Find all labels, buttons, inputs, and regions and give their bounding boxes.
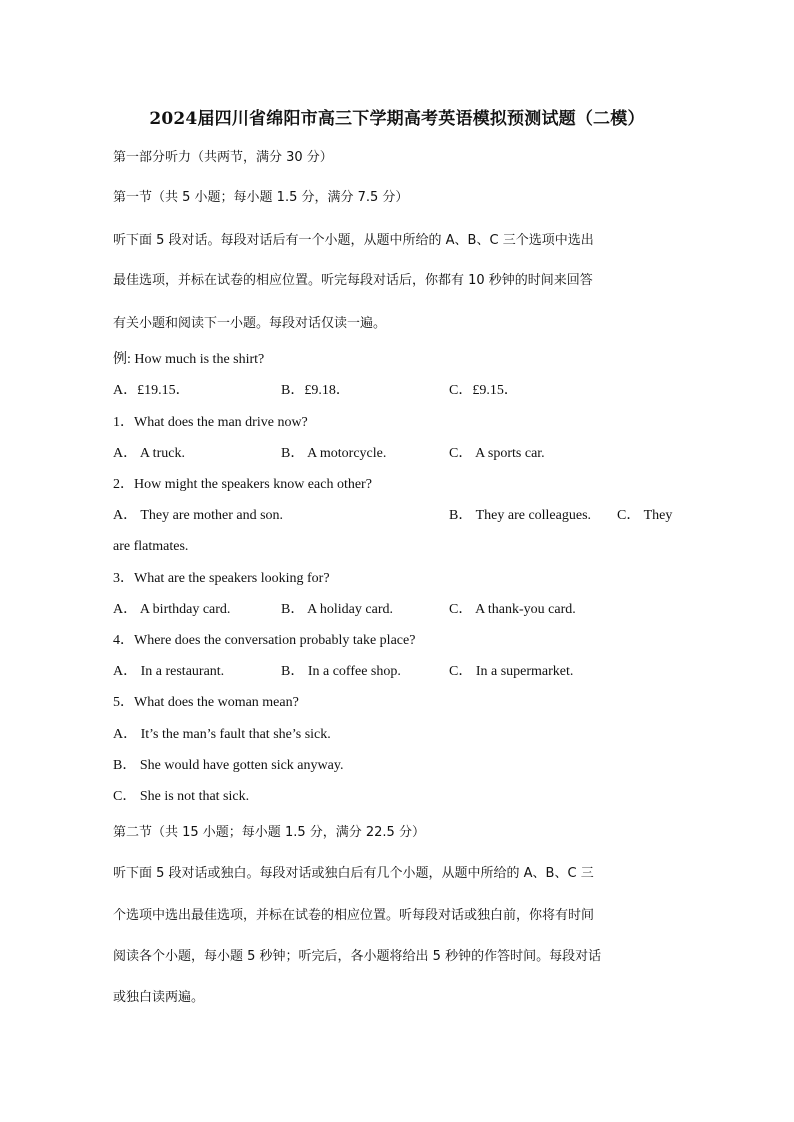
question-text: 4．Where does the conversation probably take place? (113, 633, 416, 648)
option-c: C． A sports car. (449, 446, 545, 461)
option-b: B． A holiday card. (281, 602, 393, 617)
section-heading: 第二节（共 15 小题；每小题 1.5 分，满分 22.5 分） (113, 825, 425, 840)
option-a: A． They are mother and son. (113, 508, 284, 523)
example-option-c: C．£9.15． (449, 383, 518, 398)
option-c: C． In a supermarket. (449, 664, 574, 679)
instruction-line: 阅读各个小题，每小题 5 秒钟；听完后，各小题将给出 5 秒钟的作答时间。每段对话 (113, 949, 602, 964)
instruction-line: 有关小题和阅读下一小题。每段对话仅读一遍。 (113, 316, 387, 331)
option-b: B． They are colleagues. (449, 508, 592, 523)
option-a: A． A truck. (113, 446, 185, 461)
example-option-b: B．£9.18． (281, 383, 350, 398)
option-a: A． A birthday card. (113, 602, 231, 617)
example-option-a: A．£19.15． (113, 383, 190, 398)
question-text: 5．What does the woman mean? (113, 695, 299, 710)
option-c: C． A thank-you card. (449, 602, 576, 617)
instruction-line: 听下面 5 段对话或独白。每段对话或独白后有几个小题，从题中所给的 A、B、C 三 (113, 866, 594, 881)
page-title: 2024届四川省绵阳市高三下学期高考英语模拟预测试题（二模） (149, 109, 645, 129)
option-b: B． In a coffee shop. (281, 664, 401, 679)
part-heading: 第一部分听力（共两节，满分 30 分） (113, 150, 333, 165)
instruction-line: 个选项中选出最佳选项，并标在试卷的相应位置。听每段对话或独白前，你将有时间 (113, 908, 595, 923)
option-a: A． It’s the man’s fault that she’s sick. (113, 727, 331, 742)
question-text: 3．What are the speakers looking for? (113, 571, 330, 586)
option-c: C． She is not that sick. (113, 789, 250, 804)
option-a: A． In a restaurant. (113, 664, 225, 679)
option-c: C． They (617, 508, 673, 523)
option-continuation: are flatmates. (113, 539, 189, 554)
option-b: B． She would have gotten sick anyway. (113, 758, 344, 773)
instruction-line: 或独白读两遍。 (113, 990, 205, 1005)
question-text: 2．How might the speakers know each other? (113, 477, 372, 492)
instruction-line: 听下面 5 段对话。每段对话后有一个小题，从题中所给的 A、B、C 三个选项中选出 (113, 233, 594, 248)
question-text: 1．What does the man drive now? (113, 415, 308, 430)
example-question: 例: How much is the shirt? (113, 352, 265, 367)
instruction-line: 最佳选项，并标在试卷的相应位置。听完每段对话后，你都有 10 秒钟的时间来回答 (113, 273, 593, 288)
section-heading: 第一节（共 5 小题；每小题 1.5 分，满分 7.5 分） (113, 190, 409, 205)
option-b: B． A motorcycle. (281, 446, 387, 461)
